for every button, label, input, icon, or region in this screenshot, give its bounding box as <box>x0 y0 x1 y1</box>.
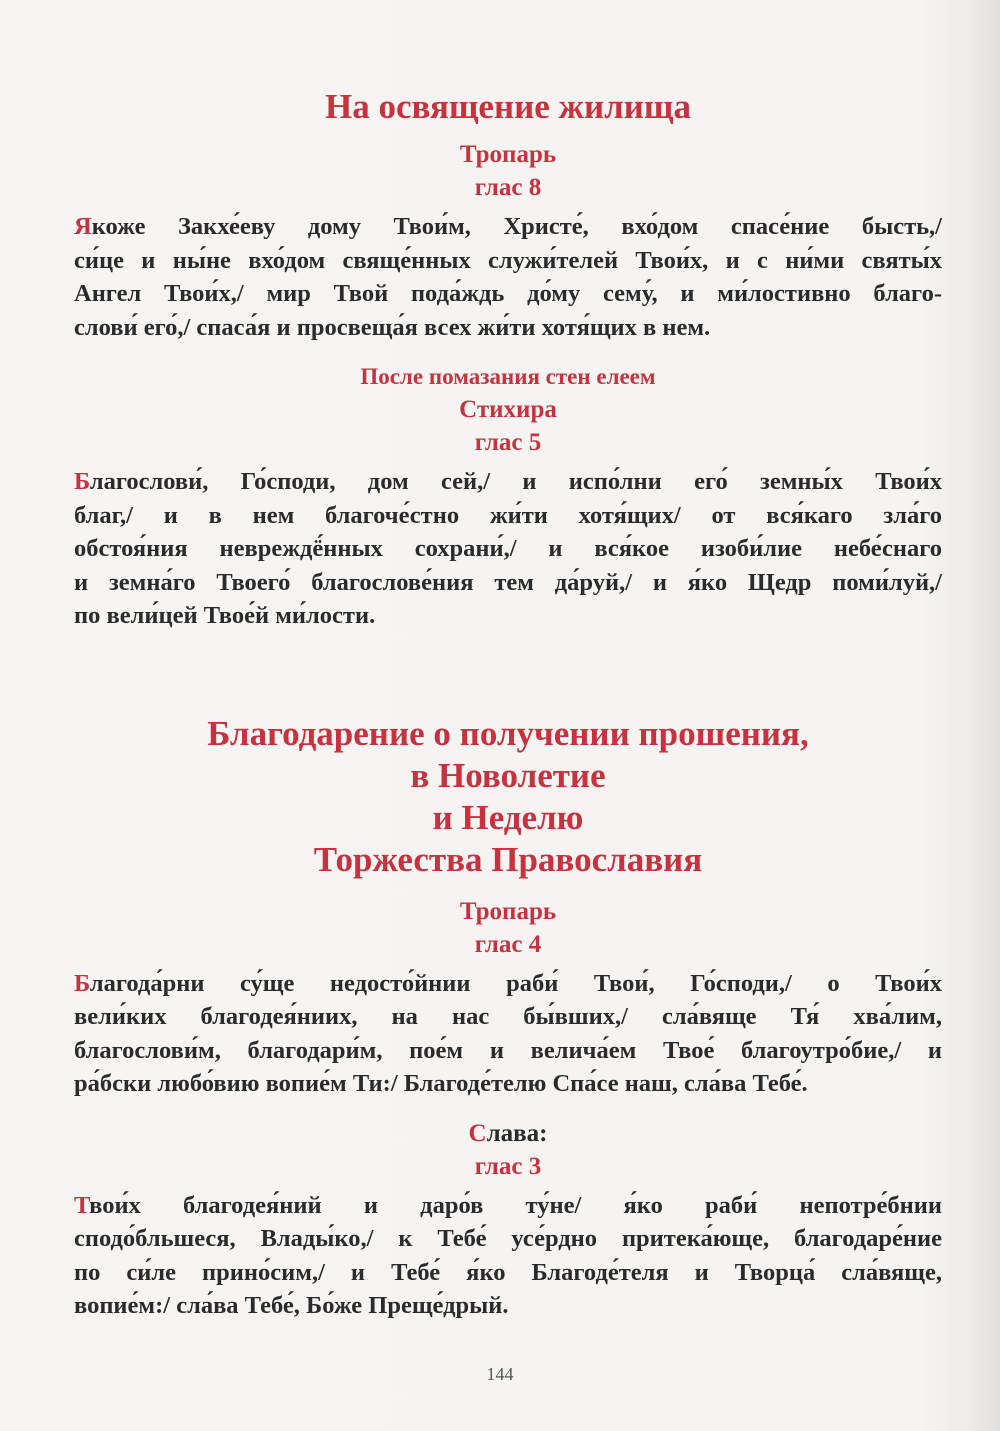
title-line: Благодарение о получении прошения, <box>207 713 809 753</box>
section2-tone-heading: глас 4 <box>474 930 542 958</box>
text-line: благ,/ и в нем благоче́стно жи́ти хотя́щих/ от вся́каго зла́го <box>74 501 942 529</box>
text-line: Твои́х благодея́ний и даро́в ту́не/ я́ко раби́ непотре́бнии <box>74 1191 942 1219</box>
glory-heading: Слава: <box>468 1119 548 1147</box>
sticheron-heading: Стихира <box>459 396 557 423</box>
title-line: в Новолетие <box>410 755 606 795</box>
section1-tone2-heading: глас 5 <box>474 429 542 456</box>
text-line: вопие́м:/ сла́ва Тебе́, Бо́же Преще́дрый. <box>74 1292 509 1319</box>
text-line: сподо́бльшеся, Влады́ко,/ к Тебе́ усе́рдно притека́юще, благодаре́ние <box>74 1225 942 1252</box>
section1-troparion-text <box>74 210 942 344</box>
text-line: Ангел Твои́х,/ мир Твой пода́ждь до́му сему́, и ми́лостивно благо- <box>74 280 942 307</box>
section1-title: На освящение жилища <box>325 87 691 126</box>
text-line: ра́бски любо́вию вопие́м Ти:/ Благоде́телю Спа́се наш, сла́ва Тебе́. <box>74 1070 808 1097</box>
section1-troparion-heading: Тропарь <box>459 141 557 168</box>
text-line: Якоже Закхе́еву дому Твои́м, Христе́, вхо́дом спасе́ние бысть,/ <box>74 213 942 240</box>
text-line: си́це и ны́не вхо́дом свяще́нных служи́телей Твои́х, и с ни́ми святы́х <box>74 246 942 274</box>
section1-tone-heading: глас 8 <box>474 174 542 201</box>
text-line: Благослови́, Го́споди, дом сей,/ и испо́лни его́ земны́х Твои́х <box>74 468 942 495</box>
drop-initial: Т <box>74 1191 90 1219</box>
page-number: 144 <box>486 1364 514 1384</box>
drop-initial: Б <box>74 468 90 495</box>
section1-sticheron-text <box>74 465 942 633</box>
text-line: и земна́го Твоего́ благослове́ния тем да́руй,/ и я́ко Щедр поми́луй,/ <box>74 568 942 596</box>
text-line: Благода́рни су́ще недосто́йнии раби́ Твои́, Го́споди,/ о Твои́х <box>74 969 942 997</box>
section2-troparion-text <box>74 967 942 1101</box>
text-line: обстоя́ния невреждё́нных сохрани́,/ и вся́кое изоби́лие небе́снаго <box>74 535 942 562</box>
anointing-heading: После помазания стен елеем <box>360 364 656 389</box>
section2-title <box>74 713 942 881</box>
section2-glory-text <box>74 1189 942 1323</box>
text-line: благослови́м, благодари́м, пое́м и велича́ем Твое́ благоутро́бие,/ и <box>74 1036 942 1064</box>
drop-initial: Б <box>74 969 90 997</box>
title-line: Торжества Православия <box>313 839 703 879</box>
text-line: слови́ его́,/ спаса́я и просвеща́я всех жи́ти хотя́щих в нем. <box>74 313 711 341</box>
title-line: и Неделю <box>432 797 584 837</box>
text-line: вели́ких благодея́ниих, на нас бы́вших,/ сла́вяще Тя́ хва́лим, <box>74 1003 942 1030</box>
glory-initial: С <box>468 1119 487 1147</box>
section2-tone2-heading: глас 3 <box>474 1152 542 1180</box>
drop-initial: Я <box>74 213 92 240</box>
text-line: по вели́цей Твое́й ми́лости. <box>74 602 376 629</box>
text-line: по си́ле прино́сим,/ и Тебе́ я́ко Благоде́теля и Творца́ сла́вяще, <box>74 1258 942 1286</box>
section2-troparion-heading: Тропарь <box>459 897 557 925</box>
